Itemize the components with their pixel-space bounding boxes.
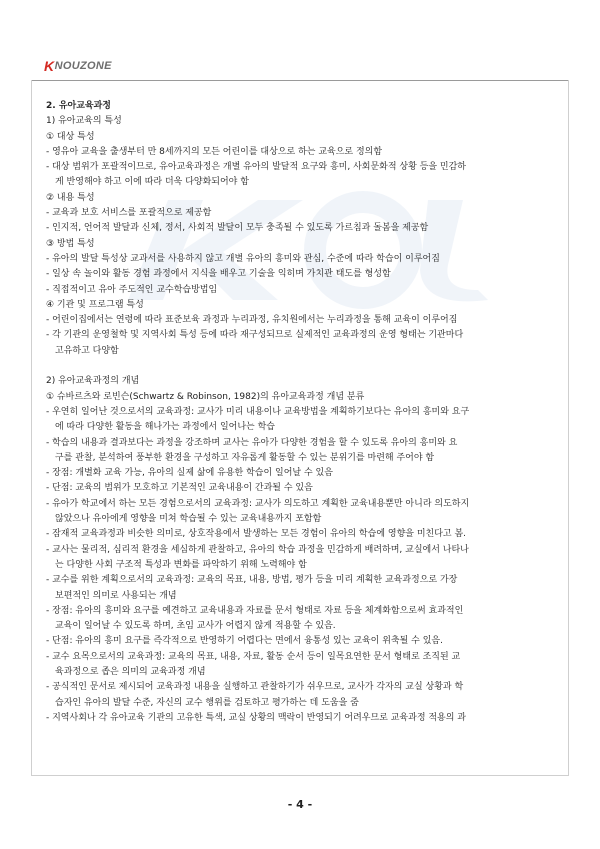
text-line: - 장점: 개별화 교육 가능, 유아의 실제 삶에 유용한 학습이 일어날 수 있음 [46, 468, 333, 479]
text-line: ③ 방법 특성 [46, 238, 95, 249]
text-line: - 일상 속 놀이와 활동 경험 과정에서 지식을 배우고 기술을 익히며 가치관 태도를 형성함 [46, 269, 391, 280]
text-line: 게 반영해야 하고 이에 따라 더욱 다양화되어야 함 [55, 177, 249, 188]
text-line: - 영유아 교육을 출생부터 만 8세까지의 모든 어린이를 대상으로 하는 교육으로 정의함 [46, 146, 383, 157]
blank-line [46, 359, 562, 374]
knouzone-logo [44, 59, 112, 73]
text-line: - 단점: 유아의 흥미 요구를 즉각적으로 반영하기 어렵다는 면에서 융통성 있는 교육이 위축될 수 있음. [46, 636, 443, 647]
text-line: 구를 관찰, 분석하여 풍부한 환경을 구성하고 자유롭게 활동할 수 있는 분위기를 마련해 주어야 함 [55, 452, 435, 463]
text-line: - 공식적인 문서로 제시되어 교육과정 내용을 실행하고 관찰하기가 쉬우므로, 교사가 각자의 교실 상황과 학 [46, 682, 464, 693]
text-line: ① 슈바르츠와 로빈슨(Schwartz & Robinson, 1982)의 유아교육과정 개념 분류 [46, 391, 365, 402]
text-line: - 인지적, 언어적 발달과 신체, 정서, 사회적 발달이 모두 충족될 수 있도록 가르침과 돌봄을 제공함 [46, 223, 429, 234]
text-line: 육과정으로 좁은 의미의 교육과정 개념 [55, 666, 206, 677]
text-line: - 교사는 물리적, 심리적 환경을 세심하게 관찰하고, 유아의 학습 과정을 민감하게 배려하며, 교실에서 나타나 [46, 544, 469, 555]
text-line: - 유아가 학교에서 하는 모든 경험으로서의 교육과정: 교사가 의도하고 계획한 교육내용뿐만 아니라 의도하지 [46, 498, 470, 509]
text-line: ② 내용 특성 [46, 192, 95, 203]
logo-text: NOUZONE [54, 60, 112, 72]
text-line: - 유아의 발달 특성상 교과서를 사용하지 않고 개별 유아의 흥미와 관심, 수준에 따라 학습이 이루어짐 [46, 253, 440, 264]
text-line: - 어린이집에서는 연령에 따라 표준보육 과정과 누리과정, 유치원에서는 누리과정을 통해 교육이 이루어짐 [46, 315, 458, 326]
text-line: - 대상 범위가 포괄적이므로, 유아교육과정은 개별 유아의 발달적 요구와 흥미, 사회문화적 상황 등을 민감하 [46, 162, 467, 173]
text-line: - 지역사회나 각 유아교육 기관의 고유한 특색, 교실 상황의 맥락이 반영되기 어려우므로 교육과정 적용의 과 [46, 712, 467, 723]
text-line: - 직접적이고 유아 주도적인 교수학습방법임 [46, 284, 218, 295]
page-number: - 4 - [287, 798, 313, 811]
logo-prefix: K [44, 58, 55, 74]
section-heading: 2. 유아교육과정 [46, 101, 111, 111]
text-line: 는 다양한 사회 구조적 특성과 변화를 파악하기 위해 노력해야 함 [55, 559, 307, 570]
text-line: - 단점: 교육의 범위가 모호하고 기본적인 교육내용이 간과될 수 있음 [46, 483, 313, 494]
text-line: - 장점: 유아의 흥미와 요구를 예견하고 교육내용과 자료를 문서 형태로 자료 등을 체계화함으로써 효과적인 [46, 605, 464, 616]
text-line: - 교수를 위한 계획으로서의 교육과정: 교육의 목표, 내용, 방법, 평가 등을 미리 계획한 교육과정으로 가장 [46, 575, 458, 586]
text-line: - 학습의 내용과 결과보다는 과정을 강조하며 교사는 유아가 다양한 경험을 할 수 있도록 유아의 흥미와 요 [46, 437, 458, 448]
text-line: 2) 유아교육과정의 개념 [46, 376, 140, 387]
document-body [46, 99, 562, 726]
text-line: 보편적인 의미로 사용되는 개념 [55, 590, 177, 601]
text-line: - 교육과 보호 서비스를 포괄적으로 제공함 [46, 208, 212, 219]
text-line: ① 대상 특성 [46, 131, 95, 142]
text-line: - 교수 요목으로서의 교육과정: 교육의 목표, 내용, 자료, 활동 순서 등이 일목요연한 문서 형태로 조직된 교 [46, 651, 461, 662]
text-line: - 잠재적 교육과정과 비슷한 의미로, 상호작용에서 발생하는 모든 경험이 유아의 학습에 영향을 미친다고 봄. [46, 529, 467, 540]
text-line: 고유하고 다양함 [55, 345, 119, 356]
text-line: 1) 유아교육의 특성 [46, 116, 122, 127]
text-line: ④ 기관 및 프로그램 특성 [46, 299, 144, 310]
text-line: 습자인 유아의 발달 수준, 자신의 교수 행위를 검토하고 평가하는 데 도움을 줌 [55, 697, 359, 708]
text-line: 교육이 일어날 수 있도록 하며, 초임 교사가 어렵지 않게 적용할 수 있음. [55, 621, 336, 632]
text-line: - 우연히 일어난 것으로서의 교육과정: 교사가 미리 내용이나 교육방법을 계획하기보다는 유아의 흥미와 요구 [46, 406, 470, 417]
text-line: 않았으나 유아에게 영향을 미쳐 학습될 수 있는 교육내용까지 포함함 [55, 514, 322, 525]
text-line: - 각 기관의 운영철학 및 지역사회 특성 등에 따라 재구성되므로 실제적인 교육과정의 운영 형태는 기관마다 [46, 330, 464, 341]
text-line: 에 따라 다양한 활동을 해나가는 과정에서 일어나는 학습 [55, 422, 275, 433]
